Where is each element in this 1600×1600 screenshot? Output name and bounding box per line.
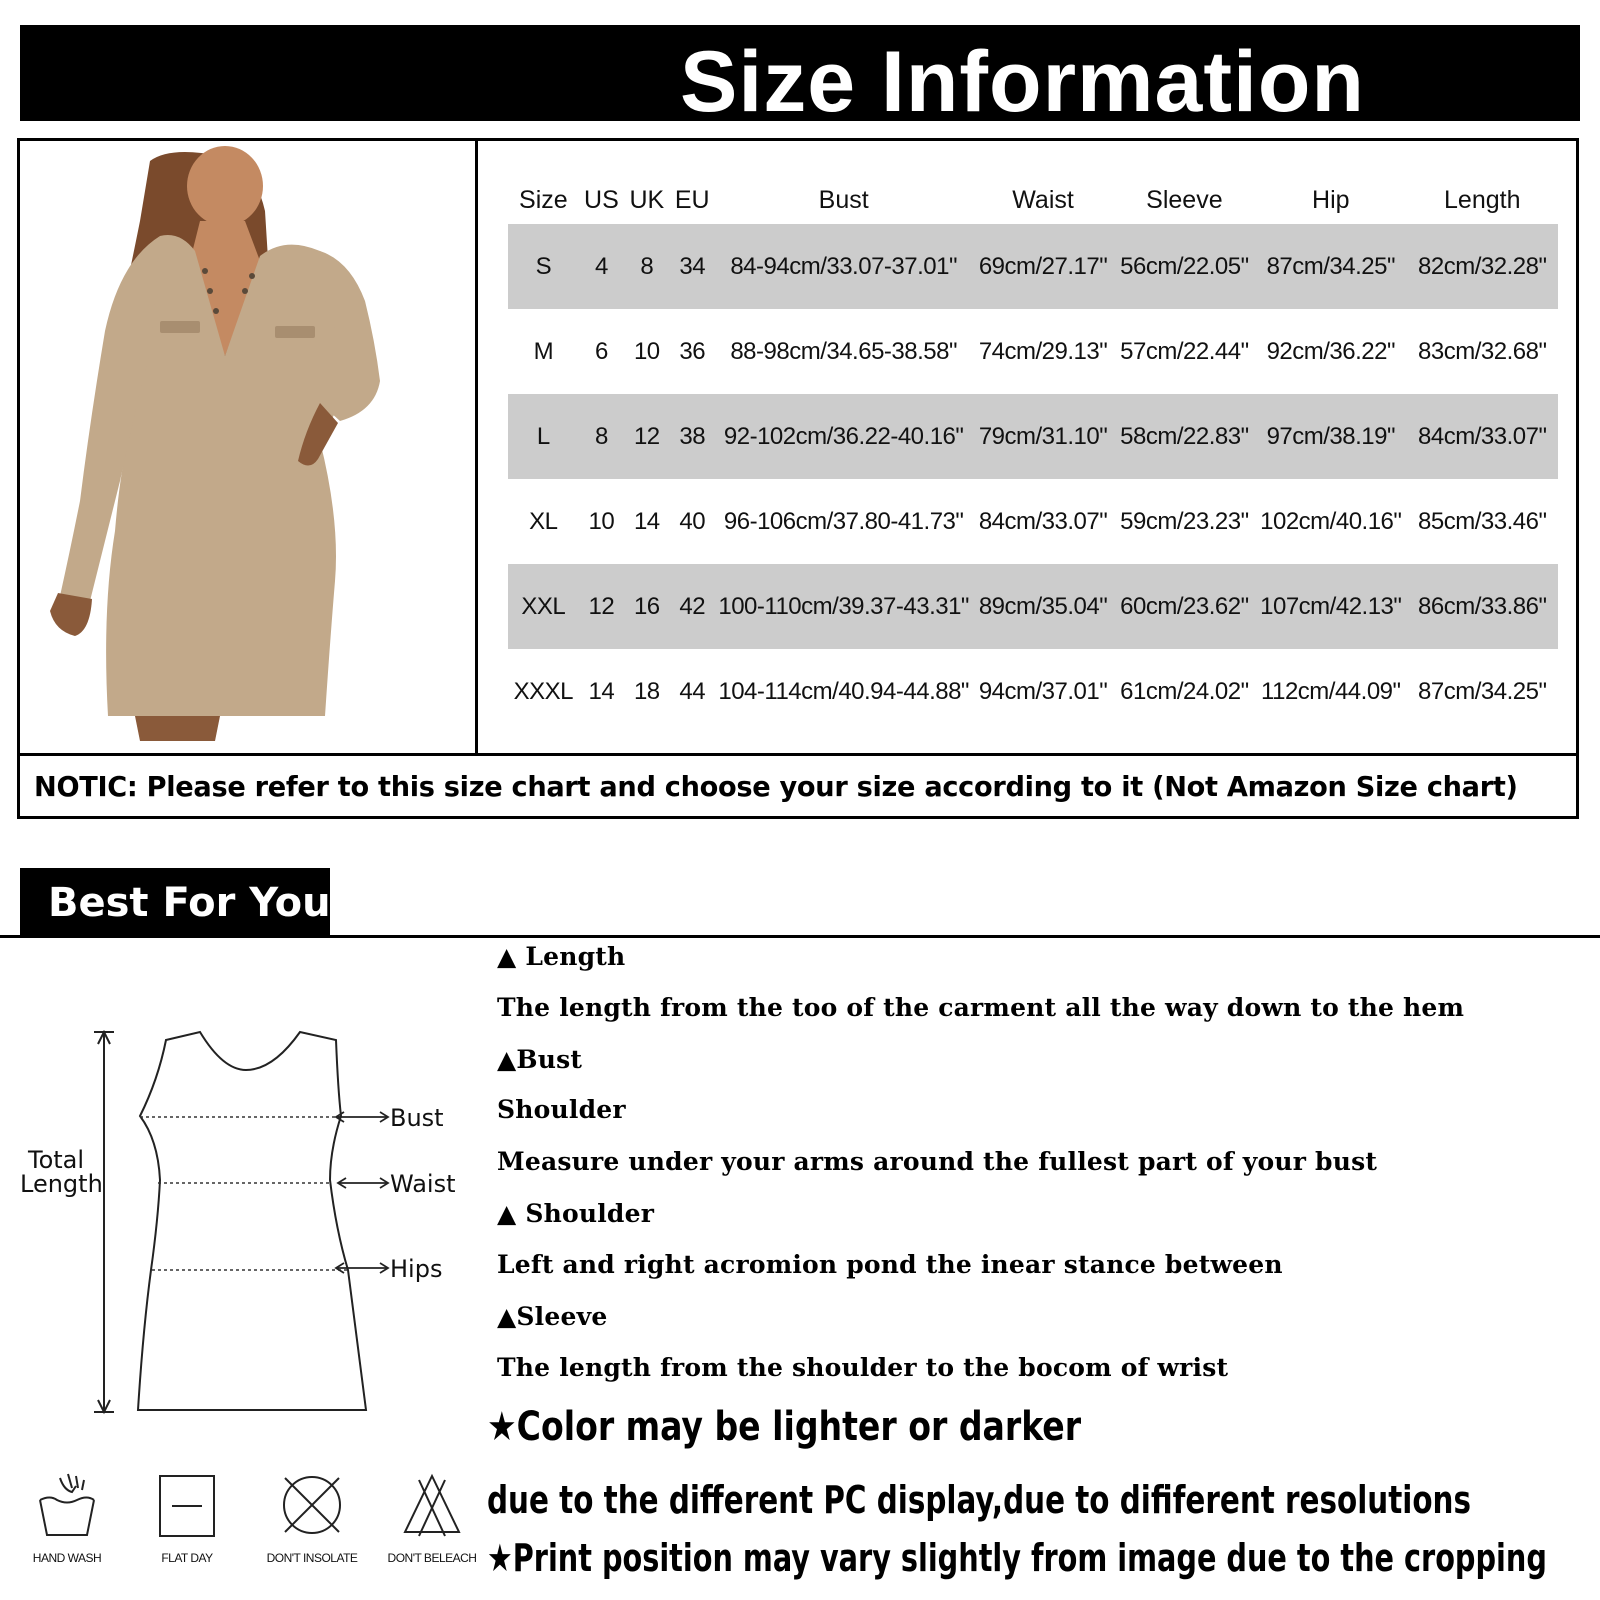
notice-row: [20, 753, 1576, 819]
sleeve-heading: ▲Sleeve: [497, 1302, 608, 1331]
table-cell: 34: [670, 224, 715, 309]
care-label: DON'T BELEACH: [387, 1551, 477, 1565]
product-photo-cell: [20, 141, 478, 753]
table-cell: 40: [679, 507, 706, 535]
bust-heading: ▲Bust: [497, 1045, 583, 1074]
table-row: [508, 309, 1558, 394]
table-cell: 58cm/22.83": [1114, 394, 1255, 479]
table-cell: 88-98cm/34.65-38.58": [730, 337, 957, 365]
column-header: Size: [519, 185, 568, 214]
table-cell: 100-110cm/39.37-43.31": [715, 564, 972, 649]
color-note: ★Color may be lighter or darker: [487, 1404, 1082, 1450]
table-cell: 59cm/23.23": [1120, 507, 1249, 535]
table-cell: 16: [624, 564, 669, 649]
care-label: DON'T INSOLATE: [266, 1551, 358, 1565]
care-item-flat-dry: [142, 1470, 232, 1565]
table-cell: 57cm/22.44": [1120, 337, 1249, 365]
table-cell: 10: [633, 337, 660, 365]
best-for-you-label: Best For You: [48, 880, 331, 926]
column-header: Sleeve: [1146, 185, 1223, 214]
table-cell: 97cm/38.19": [1255, 394, 1406, 479]
table-cell: 82cm/32.28": [1407, 224, 1559, 309]
length-description: The length from the too of the carment all the way down to the hem: [497, 993, 1465, 1022]
table-cell: 112cm/44.09": [1261, 677, 1401, 705]
size-table: [508, 176, 1558, 734]
product-photo: [20, 141, 475, 753]
do-not-bleach-icon: [397, 1470, 467, 1540]
table-cell: 104-114cm/40.94-44.88": [718, 677, 969, 705]
table-cell: 107cm/42.13": [1255, 564, 1406, 649]
table-cell: 84-94cm/33.07-37.01": [715, 224, 972, 309]
bust-description: Measure under your arms around the fullest part of your bust: [497, 1147, 1378, 1176]
table-cell: 12: [579, 564, 624, 649]
table-cell: 6: [594, 337, 608, 365]
sleeve-description: The length from the shoulder to the bocom of wrist: [497, 1353, 1229, 1382]
table-cell: 89cm/35.04": [972, 564, 1113, 649]
table-cell: 79cm/31.10": [972, 394, 1113, 479]
table-cell: 85cm/33.46": [1418, 507, 1547, 535]
table-cell: XXL: [508, 564, 579, 649]
table-cell: 18: [633, 677, 660, 705]
table-cell: 94cm/37.01": [978, 677, 1108, 705]
care-item-hand-wash: [22, 1470, 112, 1565]
table-cell: 38: [670, 394, 715, 479]
waist-label: Waist: [390, 1170, 456, 1198]
column-header: Length: [1444, 185, 1521, 214]
table-cell: 92cm/36.22": [1266, 337, 1395, 365]
table-cell: 14: [633, 507, 660, 535]
care-item-dont-bleach: [382, 1470, 482, 1565]
table-cell: 56cm/22.05": [1114, 224, 1255, 309]
table-cell: 74cm/29.13": [978, 337, 1108, 365]
shoulder-heading: ▲ Shoulder: [497, 1199, 655, 1228]
total-length-label-line1: Total: [28, 1146, 85, 1174]
table-cell: 84cm/33.07": [978, 507, 1108, 535]
length-heading: ▲ Length: [497, 942, 626, 971]
table-cell: 84cm/33.07": [1407, 394, 1559, 479]
notice-text: NOTIC: Please refer to this size chart and choose your size according to it (Not Amazon Size chart): [34, 770, 1518, 803]
table-cell: S: [508, 224, 579, 309]
table-cell: 83cm/32.68": [1418, 337, 1547, 365]
table-cell: 4: [579, 224, 624, 309]
table-cell: 87cm/34.25": [1418, 677, 1547, 705]
table-row: [508, 564, 1558, 649]
table-cell: 86cm/33.86": [1407, 564, 1559, 649]
table-cell: M: [533, 337, 554, 365]
table-cell: XL: [529, 507, 558, 535]
total-length-label-line2: Length: [20, 1170, 103, 1198]
table-cell: 60cm/23.62": [1114, 564, 1255, 649]
table-cell: 14: [588, 677, 615, 705]
table-cell: 96-106cm/37.80-41.73": [723, 507, 964, 535]
size-chart-box: [17, 138, 1579, 819]
care-label: FLAT DAY: [161, 1551, 213, 1565]
column-header: UK: [629, 185, 665, 214]
print-position-note: ★Print position may vary slightly from image due to the cropping: [487, 1536, 1547, 1580]
table-cell: 69cm/27.17": [972, 224, 1113, 309]
table-row: [508, 479, 1558, 564]
column-header: Waist: [1012, 185, 1074, 214]
do-not-tumble-dry-icon: [277, 1470, 347, 1540]
table-cell: 10: [588, 507, 615, 535]
table-cell: 87cm/34.25": [1255, 224, 1406, 309]
table-cell: L: [508, 394, 579, 479]
best-for-you-tab: [20, 868, 330, 938]
display-note: due to the different PC display,due to dififerent resolutions: [487, 1478, 1471, 1522]
table-cell: 36: [679, 337, 706, 365]
size-table-header: [508, 176, 1558, 224]
table-row: [508, 224, 1558, 309]
table-cell: 12: [624, 394, 669, 479]
column-header: Bust: [818, 185, 869, 214]
table-cell: XXXL: [513, 677, 574, 705]
column-header: US: [584, 185, 619, 214]
table-cell: 44: [679, 677, 706, 705]
dress-outline: [138, 1032, 366, 1410]
hand-wash-icon: [32, 1470, 102, 1540]
table-cell: 8: [624, 224, 669, 309]
dress-measurement-diagram: [18, 1030, 468, 1430]
flat-dry-icon: [152, 1470, 222, 1540]
table-cell: 61cm/24.02": [1120, 677, 1249, 705]
table-cell: 102cm/40.16": [1260, 507, 1402, 535]
table-cell: 42: [670, 564, 715, 649]
shoulder-subheading: Shoulder: [497, 1095, 626, 1124]
title-bar: [20, 25, 1580, 130]
table-cell: 92-102cm/36.22-40.16": [715, 394, 972, 479]
table-row: [508, 394, 1558, 479]
page-title: Size Information: [680, 34, 1365, 130]
table-row: [508, 649, 1558, 734]
care-item-dont-insolate: [262, 1470, 362, 1565]
shoulder-description: Left and right acromion pond the inear stance between: [497, 1250, 1283, 1279]
bust-label: Bust: [390, 1104, 444, 1132]
column-header: Hip: [1312, 185, 1350, 214]
care-label: HAND WASH: [32, 1551, 102, 1565]
table-cell: 8: [579, 394, 624, 479]
section-divider: [0, 935, 1600, 938]
column-header: EU: [674, 185, 710, 214]
hips-label: Hips: [390, 1255, 443, 1283]
